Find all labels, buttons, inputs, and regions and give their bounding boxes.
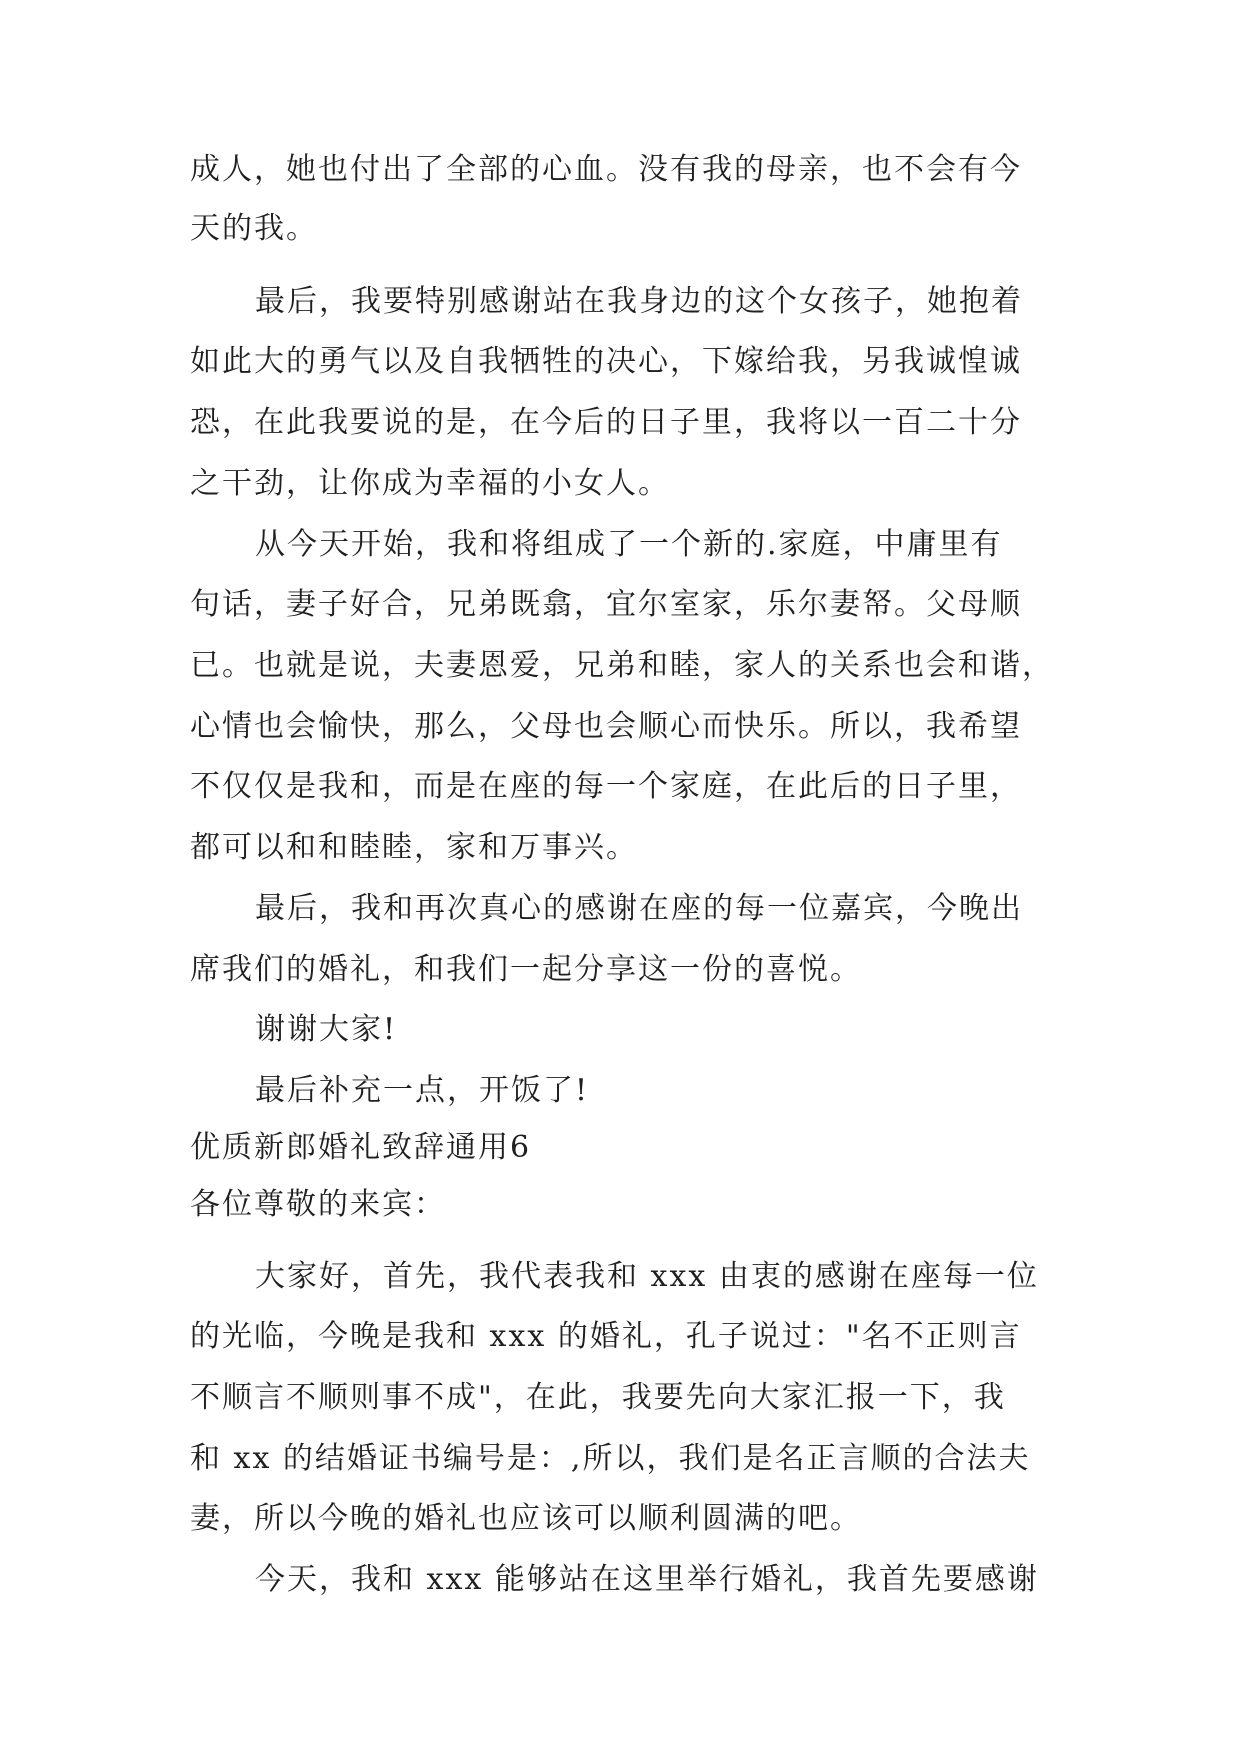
text-line: 不仅仅是我和，而是在座的每一个家庭，在此后的日子里， xyxy=(190,769,1022,804)
text-line: 今天，我和 xxx 能够站在这里举行婚礼，我首先要感谢 xyxy=(255,1562,1039,1597)
text-line: 大家好，首先，我代表我和 xxx 由衷的感谢在座每一位 xyxy=(255,1259,1039,1294)
text-line: 席我们的婚礼，和我们一起分享这一份的喜悦。 xyxy=(190,952,862,987)
text-line: 天的我。 xyxy=(190,211,318,246)
text-line: 都可以和和睦睦，家和万事兴。 xyxy=(190,830,638,865)
text-line: 成人，她也付出了全部的心血。没有我的母亲，也不会有今 xyxy=(190,152,1022,187)
text-line: 之干劲，让你成为幸福的小女人。 xyxy=(190,466,670,501)
section-heading: 优质新郎婚礼致辞通用6 xyxy=(190,1130,532,1165)
text-line: 妻，所以今晚的婚礼也应该可以顺利圆满的吧。 xyxy=(190,1501,862,1536)
text-line: 和 xx 的结婚证书编号是：,所以，我们是名正言顺的合法夫 xyxy=(190,1441,1031,1476)
text-line: 已。也就是说，夫妻恩爱，兄弟和睦，家人的关系也会和谐， xyxy=(190,648,1054,683)
salutation: 各位尊敬的来宾： xyxy=(190,1187,446,1222)
text-line: 句话，妻子好合，兄弟既翕，宜尔室家，乐尔妻帑。父母顺 xyxy=(190,587,1022,622)
text-line: 最后补充一点，开饭了! xyxy=(255,1073,590,1108)
text-line: 从今天开始，我和将组成了一个新的.家庭，中庸里有 xyxy=(255,527,1003,562)
text-line: 最后，我要特别感谢站在我身边的这个女孩子，她抱着 xyxy=(255,284,1023,319)
text-line: 最后，我和再次真心的感谢在座的每一位嘉宾，今晚出 xyxy=(255,891,1023,926)
text-line: 的光临，今晚是我和 xxx 的婚礼，孔子说过："名不正则言 xyxy=(190,1319,1022,1354)
text-line: 谢谢大家! xyxy=(255,1012,398,1047)
text-line: 恐，在此我要说的是，在今后的日子里，我将以一百二十分 xyxy=(190,405,1022,440)
text-line: 不顺言不顺则事不成"，在此，我要先向大家汇报一下，我 xyxy=(190,1380,1006,1415)
text-line: 心情也会愉快，那么，父母也会顺心而快乐。所以，我希望 xyxy=(190,709,1022,744)
text-line: 如此大的勇气以及自我牺牲的决心，下嫁给我，另我诚惶诚 xyxy=(190,344,1022,379)
